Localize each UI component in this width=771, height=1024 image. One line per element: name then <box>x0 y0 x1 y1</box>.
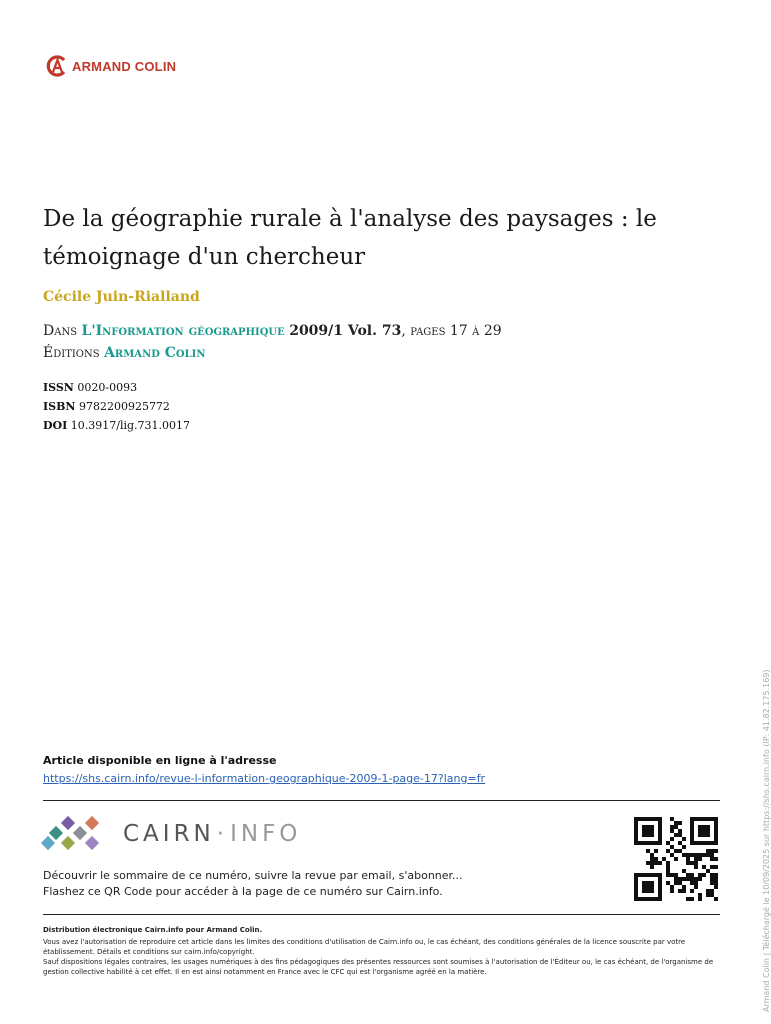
issn-label: ISSN <box>43 381 74 394</box>
article-title: De la géographie rurale à l'analyse des paysages : le témoignage d'un chercheur <box>43 206 657 270</box>
legal-notice <box>43 925 723 977</box>
cairn-brand-main: CAIRN <box>123 821 215 847</box>
editions-link[interactable]: Armand Colin <box>104 345 206 361</box>
qr-code-icon[interactable] <box>634 817 718 901</box>
journal-link[interactable]: L'Information géographique <box>81 323 285 339</box>
download-watermark: Armand Colin | Téléchargé le 10/09/2025 sur https://shs.cairn.info (IP: 41.82.175.169) <box>762 669 771 1012</box>
doi-label: DOI <box>43 419 68 432</box>
publisher-logo <box>46 55 176 77</box>
publisher-name: ARMAND COLIN <box>72 58 177 74</box>
availability-label: Article disponible en ligne à l'adresse <box>43 754 277 767</box>
discover-line-2: Flashez ce QR Code pour accéder à la page de ce numéro sur Cairn.info. <box>43 885 443 898</box>
issue-label: 2009/1 Vol. 73 <box>289 323 402 339</box>
source-line <box>43 323 502 339</box>
discover-text <box>43 868 463 900</box>
doi-value: 10.3917/lig.731.0017 <box>70 419 191 432</box>
cairn-wordmark <box>123 821 301 847</box>
availability-link[interactable]: https://shs.cairn.info/revue-l-information-geographique-2009-1-page-17?lang=fr <box>43 772 486 785</box>
isbn-label: ISBN <box>43 400 76 413</box>
isbn-value: 9782200925772 <box>78 400 170 413</box>
issn-row <box>43 378 190 397</box>
cairn-brand-suffix: INFO <box>230 821 302 847</box>
identifiers <box>43 378 190 435</box>
divider-bottom <box>43 914 720 915</box>
article-author[interactable]: Cécile Juin-Rialland <box>43 289 200 305</box>
isbn-row <box>43 397 190 416</box>
doi-row <box>43 416 190 435</box>
legal-paragraph-1: Vous avez l'autorisation de reproduire cet article dans les limites des conditions d'utilisation de Cairn.info ou, le cas échéant, des conditions générales de la licence souscrite par votre établissement. Détails et conditions sur cairn.info/copyright. <box>43 938 686 956</box>
cairn-logo[interactable] <box>43 812 301 856</box>
editions-label: Éditions <box>43 345 100 361</box>
legal-paragraph-2: Sauf dispositions légales contraires, les usages numériques à des fins pédagogiques des présentes ressources sont soumises à l'autorisation de l'Éditeur ou, le cas échéant, de l'organisme de gestion collective habilité à cet effet. Il en est ainsi notamment en France avec le CFC qui est l'organisme agréé en la matière. <box>43 958 714 976</box>
divider-top <box>43 800 720 801</box>
armand-colin-logo-icon <box>46 55 68 77</box>
dans-label: Dans <box>43 323 78 339</box>
issn-value: 0020-0093 <box>77 381 138 394</box>
discover-line-1: Découvrir le sommaire de ce numéro, suivre la revue par email, s'abonner... <box>43 869 463 882</box>
pages-label: , pages 17 à 29 <box>401 323 502 339</box>
legal-heading: Distribution électronique Cairn.info pour Armand Colin. <box>43 926 263 934</box>
editions-line <box>43 345 205 361</box>
cairn-brand-dot: · <box>216 821 229 847</box>
cairn-logo-icon <box>43 812 111 856</box>
